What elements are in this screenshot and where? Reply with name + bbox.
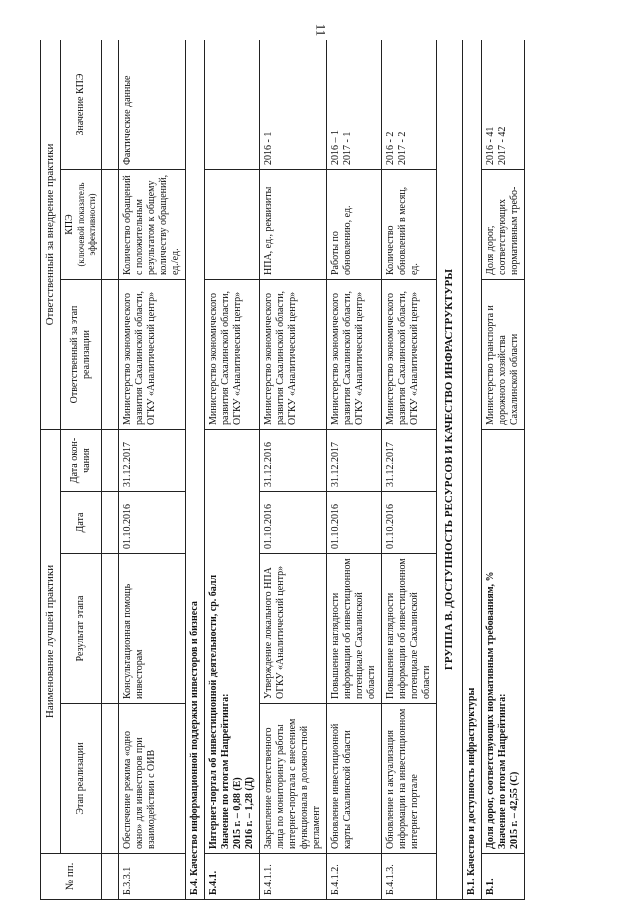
header-responsible-stage: Ответственный за этап реализации (61, 280, 102, 430)
cell-stage: Закрепление ответственного лица по мониторингу работы интернет-портала с внесением функционала в должностной регламент (259, 704, 326, 854)
cell-responsible: Министерство экономического развития Сахалинской области, ОГКУ «Аналитический центр» (381, 280, 436, 430)
table-row (381, 40, 436, 900)
cell-date: 01.10.2016 (118, 492, 185, 554)
cell-num: Б.4.1. (204, 854, 259, 900)
cell-num: Б.4.1.1. (259, 854, 326, 900)
table-row (326, 40, 381, 900)
group-title: ГРУППА В. ДОСТУПНОСТЬ РЕСУРСОВ И КАЧЕСТВО ИНФРАСТРУКТУРЫ (436, 40, 462, 900)
cell-stage: Доля дорог, соответствующих нормативным требованиям, % Значение по итогам Нацрейтинга: 2015 г. – 42,55 (С) (481, 430, 524, 854)
header-row-2 (61, 40, 102, 900)
cell-kpe: Работы по обновлению, ед. (326, 170, 381, 280)
section-row (185, 40, 204, 900)
section-title: Б.4. Качество информационной поддержки инвесторов и бизнеса (185, 40, 204, 900)
header-responsible: Ответственный за внедрение практики (41, 40, 61, 430)
table-row (118, 40, 185, 900)
section-title: В.1. Качество и доступность инфраструктуры (462, 40, 481, 900)
cell-date: 01.10.2016 (381, 492, 436, 554)
header-kpe-value: Значение КПЭ (61, 40, 102, 170)
cell-kpe: Количество обращений с положительным результатом к общему количеству обращений, ед./ед. (118, 170, 185, 280)
page-number: 11 (313, 23, 328, 37)
cell-responsible: Министерство экономического развития Сахалинской области, ОГКУ «Аналитический центр» (204, 280, 259, 430)
cell-date: 01.10.2016 (326, 492, 381, 554)
header-num: № пп. (41, 854, 102, 900)
cell-end-date: 31.12.2017 (381, 430, 436, 492)
cell-kpe-value: 2016 - 41 2017 - 42 (481, 40, 524, 170)
cell-date: 01.10.2016 (259, 492, 326, 554)
cell-kpe: Количество обновлений в месяц, ед. (381, 170, 436, 280)
cell-end-date: 31.12.2017 (118, 430, 185, 492)
cell-stage: Обновление инвестиционной карты Сахалинской области (326, 704, 381, 854)
table-row (481, 40, 524, 900)
group-row (436, 40, 462, 900)
cell-result: Утверждение локального НПА ОГКУ «Аналитический центр» (259, 554, 326, 704)
cell-responsible: Министерство экономического развития Сахалинской области, ОГКУ «Аналитический центр» (118, 280, 185, 430)
cell-kpe: Доля дорог, соответствующих нормативным требо- (481, 170, 524, 280)
header-spacer-row (101, 40, 118, 900)
cell-stage: Обновление и актуализация информации на инвестиционном интернет портале (381, 704, 436, 854)
header-kpe (61, 170, 102, 280)
cell-kpe-value: 2016 - 2 2017 - 2 (381, 40, 436, 170)
cell-num: Б.4.1.2. (326, 854, 381, 900)
cell-kpe-value: 2016 - 1 (259, 40, 326, 170)
cell-result: Консультационная помощь инвесторам (118, 554, 185, 704)
table-wrapper (40, 40, 600, 900)
section-row (462, 40, 481, 900)
cell-num: В.1. (481, 854, 524, 900)
cell-responsible: Министерство транспорта и дорожного хозяйства Сахалинской области (481, 280, 524, 430)
cell-kpe: НПА, ед., реквизиты (259, 170, 326, 280)
cell-num: Б.4.1.3. (381, 854, 436, 900)
header-kpe-title: КПЭ (64, 214, 76, 235)
cell-end-date: 31.12.2017 (326, 430, 381, 492)
cell-result: Повышение наглядности информации об инвестиционном потенциале Сахалинской области (381, 554, 436, 704)
header-stage: Этап реализации (61, 704, 102, 854)
cell-kpe (204, 170, 259, 280)
header-kpe-note: (ключевой показатель эффективности) (76, 182, 97, 267)
header-result: Результат этапа (61, 554, 102, 704)
cell-end-date: 31.12.2016 (259, 430, 326, 492)
table-body (118, 40, 524, 900)
cell-stage: Обеспечение режима «одно окно» для инвесторов при взаимодействии с ОИВ (118, 704, 185, 854)
rotated-sheet (40, 40, 600, 900)
cell-stage: Интернет-портал об инвестиционной деятельности, ср. балл Значение по итогам Нацрейтинга: 2015 г. – 0,88 (Е) 2016 г. – 1,28 (Д) (204, 430, 259, 854)
cell-responsible: Министерство экономического развития Сахалинской области, ОГКУ «Аналитический центр» (259, 280, 326, 430)
cell-num: Б.3.3.1 (118, 854, 185, 900)
cell-kpe-value (204, 40, 259, 170)
table-row (204, 40, 259, 900)
cell-result: Повышение наглядности информации об инвестиционном потенциале Сахалинской области (326, 554, 381, 704)
header-date: Дата (61, 492, 102, 554)
practices-table (40, 40, 525, 900)
header-practice-name: Наименование лучшей практики (41, 430, 61, 854)
table-row (259, 40, 326, 900)
cell-kpe-value: 2016 – 1 2017 - 1 (326, 40, 381, 170)
cell-kpe-value: Фактические данные (118, 40, 185, 170)
cell-responsible: Министерство экономического развития Сахалинской области, ОГКУ «Аналитический центр» (326, 280, 381, 430)
header-row-1 (41, 40, 61, 900)
header-end-date: Дата окон-чания (61, 430, 102, 492)
